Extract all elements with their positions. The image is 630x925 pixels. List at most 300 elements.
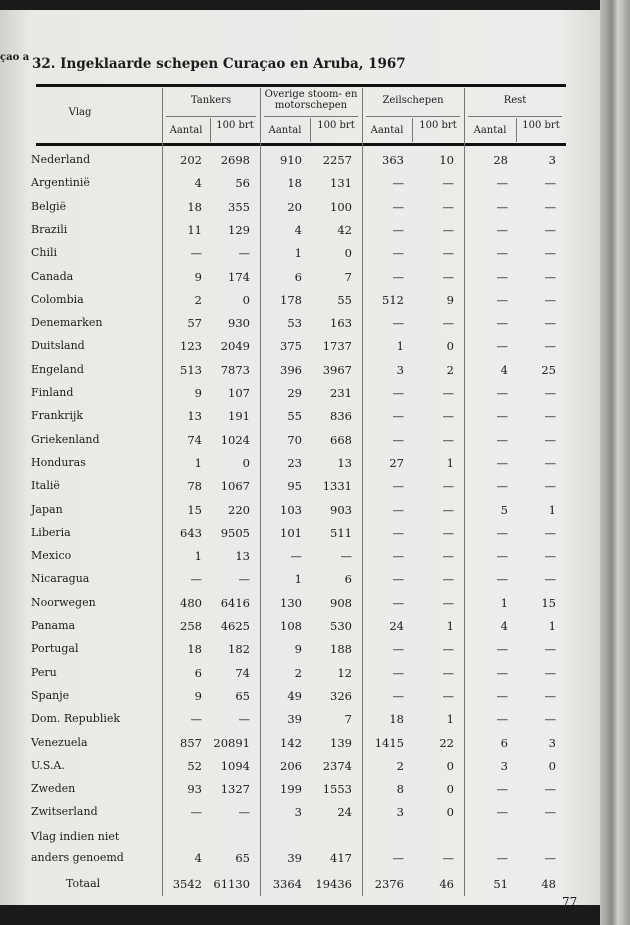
- cell-value: 0: [548, 758, 556, 773]
- cell-value: 3364: [272, 877, 302, 891]
- cell-value: —: [392, 851, 404, 865]
- cell-value: 2: [194, 292, 202, 307]
- cell-value: 1331: [322, 479, 352, 494]
- cell-value: —: [544, 246, 556, 261]
- header-sub-1: 100 brt: [216, 120, 254, 131]
- cell-value: 668: [330, 432, 352, 447]
- table-row: [0, 246, 600, 266]
- cell-value: 12: [337, 665, 352, 680]
- header-sub-2: Aantal: [268, 125, 302, 136]
- cell-value: 1: [194, 455, 202, 470]
- cell-value: —: [544, 222, 556, 237]
- group-underline: [366, 116, 460, 117]
- header-sub-4: Aantal: [370, 125, 404, 136]
- table-row: [0, 782, 600, 802]
- cell-value: —: [392, 665, 404, 680]
- header-sub-0: Aantal: [169, 125, 203, 136]
- cell-value: 3: [548, 735, 556, 750]
- cell-value: —: [496, 479, 508, 494]
- row-label-vlag: anders genoemd: [31, 851, 124, 864]
- cell-value: 78: [187, 479, 202, 494]
- cell-value: 51: [493, 877, 508, 891]
- cell-value: —: [496, 222, 508, 237]
- cell-value: —: [442, 409, 454, 424]
- table-row: [0, 153, 600, 173]
- table-row: [0, 200, 600, 220]
- cell-value: —: [544, 386, 556, 400]
- cell-value: 22: [439, 735, 454, 750]
- row-label-vlag: Vlag indien niet: [31, 830, 120, 843]
- cell-value: 131: [330, 176, 352, 191]
- header-sub-3: 100 brt: [317, 120, 355, 131]
- cell-value: 18: [187, 642, 202, 657]
- cell-value: 100: [330, 199, 352, 214]
- cell-value: 19436: [315, 877, 352, 891]
- header-group-3: Rest: [503, 95, 527, 106]
- cell-value: —: [392, 502, 404, 517]
- header-vlag: Vlag: [68, 107, 92, 118]
- cell-value: —: [544, 782, 556, 797]
- cell-value: 24: [337, 805, 352, 820]
- cell-value: 9: [446, 292, 454, 307]
- cell-value: —: [442, 316, 454, 331]
- cell-value: —: [392, 688, 404, 703]
- group-underline: [264, 116, 358, 117]
- column-divider: [162, 88, 163, 896]
- cell-value: 1415: [374, 735, 404, 750]
- cell-value: —: [496, 782, 508, 797]
- cell-value: —: [442, 222, 454, 237]
- row-label-vlag: Peru: [31, 665, 57, 679]
- cell-value: —: [442, 269, 454, 284]
- header-sub-5: 100 brt: [419, 120, 457, 131]
- row-label-vlag: Liberia: [31, 525, 71, 539]
- cell-value: —: [238, 246, 250, 261]
- table-row: [0, 549, 600, 569]
- table-row: [0, 503, 600, 523]
- cell-value: 396: [280, 362, 302, 377]
- sub-column-divider: [516, 118, 517, 142]
- cell-value: 7873: [220, 362, 250, 377]
- cell-value: —: [544, 409, 556, 424]
- cell-value: 4625: [220, 619, 250, 633]
- table-row: [0, 596, 600, 616]
- cell-value: —: [238, 805, 250, 820]
- cell-value: 3: [548, 153, 556, 167]
- cell-value: 18: [389, 712, 404, 727]
- cell-value: 4: [294, 222, 302, 237]
- cell-value: —: [496, 851, 508, 865]
- cell-value: —: [290, 549, 302, 564]
- cell-value: 15: [541, 595, 556, 610]
- cell-value: —: [442, 595, 454, 610]
- header-sub-6: Aantal: [473, 125, 507, 136]
- row-label-vlag: Argentinië: [31, 176, 90, 190]
- cell-value: —: [442, 479, 454, 494]
- cell-value: —: [392, 409, 404, 424]
- row-label-other-1: [0, 830, 600, 846]
- cell-value: —: [392, 199, 404, 214]
- cell-value: —: [392, 642, 404, 657]
- cell-value: 6: [344, 572, 352, 587]
- cell-value: 93: [187, 782, 202, 797]
- row-label-vlag: Japan: [31, 502, 63, 516]
- cell-value: —: [544, 688, 556, 703]
- cell-value: 74: [187, 432, 202, 447]
- cell-value: 39: [287, 712, 302, 727]
- cell-value: 5: [500, 502, 508, 517]
- cell-value: 326: [330, 688, 352, 703]
- table-row: [0, 386, 600, 406]
- cell-value: 11: [187, 222, 202, 237]
- cell-value: 3: [396, 362, 404, 377]
- cell-value: —: [496, 316, 508, 331]
- cell-value: —: [442, 246, 454, 261]
- cell-value: 2257: [322, 153, 352, 167]
- cell-value: 0: [446, 782, 454, 797]
- table-row: [0, 642, 600, 662]
- table-title: 32. Ingeklaarde schepen Curaçao en Aruba, 1967: [32, 56, 406, 72]
- cell-value: 0: [446, 805, 454, 820]
- cell-value: 643: [180, 525, 202, 540]
- cell-value: 20: [287, 199, 302, 214]
- cell-value: —: [442, 665, 454, 680]
- row-label-vlag: Engeland: [31, 362, 84, 376]
- table-row: [0, 293, 600, 313]
- cell-value: —: [496, 269, 508, 284]
- table-row: [0, 572, 600, 592]
- cell-value: 65: [235, 688, 250, 703]
- cell-value: 15: [187, 502, 202, 517]
- cell-value: 139: [330, 735, 352, 750]
- cell-value: —: [442, 549, 454, 564]
- sub-column-divider: [210, 118, 211, 142]
- cell-value: 2049: [220, 339, 250, 354]
- cell-value: 199: [280, 782, 302, 797]
- cell-value: —: [496, 455, 508, 470]
- table-row: [0, 479, 600, 499]
- cell-value: 2376: [374, 877, 404, 891]
- cell-value: —: [544, 455, 556, 470]
- cell-value: 231: [330, 386, 352, 400]
- cell-value: —: [392, 432, 404, 447]
- cell-value: —: [190, 712, 202, 727]
- cell-value: 908: [330, 595, 352, 610]
- header-group-2: Zeilschepen: [382, 95, 444, 106]
- cell-value: —: [496, 339, 508, 354]
- cell-value: —: [442, 688, 454, 703]
- cell-value: —: [544, 479, 556, 494]
- cell-value: 129: [228, 222, 250, 237]
- table-row: [0, 736, 600, 756]
- cell-value: 61130: [213, 877, 250, 891]
- cell-value: 1: [548, 619, 556, 633]
- cell-value: 836: [330, 409, 352, 424]
- cell-value: —: [442, 851, 454, 865]
- cell-value: 530: [330, 619, 352, 633]
- group-underline: [166, 116, 256, 117]
- row-label-vlag: Zwitserland: [31, 805, 98, 819]
- column-divider: [464, 88, 465, 896]
- cell-value: —: [190, 805, 202, 820]
- cell-value: —: [392, 479, 404, 494]
- cell-value: —: [442, 642, 454, 657]
- cell-value: 1: [446, 455, 454, 470]
- cell-value: 202: [180, 153, 202, 167]
- cell-value: —: [544, 572, 556, 587]
- cell-value: 857: [180, 735, 202, 750]
- cell-value: 1094: [220, 758, 250, 773]
- cell-value: —: [544, 199, 556, 214]
- table-row: [0, 712, 600, 732]
- row-label-vlag: Duitsland: [31, 339, 85, 353]
- cell-value: 55: [287, 409, 302, 424]
- cell-value: 1: [294, 572, 302, 587]
- table-row: [0, 409, 600, 429]
- cell-value: —: [544, 642, 556, 657]
- table-row-other: [0, 851, 600, 871]
- table-row: [0, 176, 600, 196]
- cell-value: 28: [493, 153, 508, 167]
- cell-value: 174: [228, 269, 250, 284]
- cell-value: 163: [330, 316, 352, 331]
- table-row: [0, 619, 600, 639]
- header-bottom-rule: [36, 143, 566, 146]
- cell-value: —: [496, 712, 508, 727]
- row-label-vlag: Italië: [31, 479, 60, 493]
- cell-value: 188: [330, 642, 352, 657]
- row-label-vlag: Panama: [31, 619, 76, 632]
- table-row: [0, 339, 600, 359]
- cell-value: 220: [228, 502, 250, 517]
- cell-value: 9: [194, 269, 202, 284]
- sub-column-divider: [412, 118, 413, 142]
- cell-value: 55: [337, 292, 352, 307]
- cell-value: 13: [187, 409, 202, 424]
- cell-value: —: [392, 176, 404, 191]
- cell-value: —: [392, 525, 404, 540]
- cell-value: 1: [446, 712, 454, 727]
- cell-value: 9: [194, 386, 202, 400]
- row-label-vlag: Griekenland: [31, 432, 100, 446]
- cell-value: 9: [294, 642, 302, 657]
- cell-value: —: [544, 665, 556, 680]
- cell-value: 13: [337, 455, 352, 470]
- row-label-vlag: Venezuela: [31, 735, 88, 749]
- cell-value: 3: [396, 805, 404, 820]
- cell-value: —: [496, 409, 508, 424]
- cell-value: 2: [446, 362, 454, 377]
- book-spine: [600, 0, 630, 925]
- cell-value: —: [544, 316, 556, 331]
- cell-value: 4: [194, 176, 202, 191]
- cell-value: —: [496, 525, 508, 540]
- row-label-vlag: Honduras: [31, 455, 86, 469]
- row-label-vlag: Nederland: [31, 153, 91, 166]
- cell-value: 95: [287, 479, 302, 494]
- sub-column-divider: [310, 118, 311, 142]
- cell-value: —: [442, 386, 454, 400]
- cell-value: —: [392, 595, 404, 610]
- cell-value: —: [392, 572, 404, 587]
- cell-value: —: [496, 688, 508, 703]
- cell-value: —: [544, 432, 556, 447]
- cell-value: —: [442, 432, 454, 447]
- cell-value: —: [392, 246, 404, 261]
- cell-value: 56: [235, 176, 250, 191]
- group-underline: [468, 116, 562, 117]
- cell-value: —: [442, 176, 454, 191]
- cell-value: —: [544, 339, 556, 354]
- cell-value: —: [392, 222, 404, 237]
- row-label-vlag: Mexico: [31, 549, 72, 563]
- cell-value: —: [190, 246, 202, 261]
- cell-value: 3542: [172, 877, 202, 891]
- table-row: [0, 689, 600, 709]
- cell-value: —: [392, 269, 404, 284]
- cell-value: 101: [280, 525, 302, 540]
- cell-value: 1: [548, 502, 556, 517]
- header-sub-7: 100 brt: [522, 120, 560, 131]
- row-label-vlag: Nicaragua: [31, 572, 90, 586]
- cell-value: —: [496, 386, 508, 400]
- cell-value: 1: [446, 619, 454, 633]
- cell-value: 1: [396, 339, 404, 354]
- cell-value: 7: [344, 712, 352, 727]
- cell-value: —: [238, 712, 250, 727]
- cell-value: 103: [280, 502, 302, 517]
- cell-value: —: [496, 199, 508, 214]
- cell-value: —: [496, 665, 508, 680]
- cell-value: 48: [541, 877, 556, 891]
- header-group-1: Overige stoom- en motorschepen: [264, 89, 358, 111]
- row-label-total: Totaal: [66, 877, 101, 890]
- cell-value: —: [544, 176, 556, 191]
- cell-value: —: [496, 642, 508, 657]
- cell-value: 355: [228, 199, 250, 214]
- header-group-0: Tankers: [190, 95, 232, 106]
- cell-value: —: [544, 292, 556, 307]
- cell-value: 18: [187, 199, 202, 214]
- cell-value: 107: [228, 386, 250, 400]
- cell-value: 513: [180, 362, 202, 377]
- row-label-vlag: Noorwegen: [31, 595, 96, 609]
- cell-value: 3: [294, 805, 302, 820]
- cell-value: 13: [235, 549, 250, 564]
- cell-value: 9: [194, 688, 202, 703]
- row-label-vlag: Denemarken: [31, 316, 103, 330]
- cell-value: 20891: [213, 735, 250, 750]
- cell-value: —: [496, 805, 508, 820]
- cell-value: 0: [242, 455, 250, 470]
- cell-value: 6: [500, 735, 508, 750]
- cell-value: 142: [280, 735, 302, 750]
- cell-value: —: [442, 502, 454, 517]
- cell-value: 3: [500, 758, 508, 773]
- cell-value: 18: [287, 176, 302, 191]
- cell-value: 123: [180, 339, 202, 354]
- cell-value: 4: [500, 619, 508, 633]
- column-divider: [260, 88, 261, 896]
- row-label-vlag: Colombia: [31, 292, 84, 306]
- cell-value: —: [496, 176, 508, 191]
- cell-value: 903: [330, 502, 352, 517]
- cell-value: —: [496, 246, 508, 261]
- cell-value: 27: [389, 455, 404, 470]
- cell-value: —: [544, 525, 556, 540]
- cell-value: —: [496, 292, 508, 307]
- cell-value: 1024: [220, 432, 250, 447]
- row-label-vlag: Portugal: [31, 642, 79, 656]
- row-label-vlag: Canada: [31, 269, 74, 283]
- cell-value: 910: [280, 153, 302, 167]
- cell-value: 1737: [322, 339, 352, 354]
- table-row: [0, 363, 600, 383]
- cell-value: —: [496, 432, 508, 447]
- row-label-vlag: Chili: [31, 246, 58, 260]
- page-number: 77: [562, 895, 578, 909]
- cell-value: 10: [439, 153, 454, 167]
- cell-value: 206: [280, 758, 302, 773]
- cell-value: 375: [280, 339, 302, 354]
- cell-value: —: [392, 386, 404, 400]
- cell-value: —: [544, 805, 556, 820]
- cell-value: 0: [344, 246, 352, 261]
- cell-value: 53: [287, 316, 302, 331]
- cell-value: 29: [287, 386, 302, 400]
- cell-value: —: [442, 525, 454, 540]
- cell-value: —: [190, 572, 202, 587]
- cell-value: 0: [242, 292, 250, 307]
- cell-value: —: [496, 549, 508, 564]
- cell-value: 1: [194, 549, 202, 564]
- table-row: [0, 805, 600, 825]
- cell-value: 178: [280, 292, 302, 307]
- cell-value: 46: [439, 877, 454, 891]
- table-row: [0, 433, 600, 453]
- cell-value: 3967: [322, 362, 352, 377]
- cell-value: 25: [541, 362, 556, 377]
- cell-value: —: [496, 572, 508, 587]
- cell-value: 930: [228, 316, 250, 331]
- cell-value: 1: [294, 246, 302, 261]
- cell-value: 4: [194, 851, 202, 865]
- cell-value: 130: [280, 595, 302, 610]
- column-divider: [362, 88, 363, 896]
- cell-value: 1067: [220, 479, 250, 494]
- cell-value: 57: [187, 316, 202, 331]
- cell-value: 4: [500, 362, 508, 377]
- cell-value: 49: [287, 688, 302, 703]
- cell-value: 9505: [220, 525, 250, 540]
- table-row: [0, 270, 600, 290]
- row-label-vlag: Finland: [31, 386, 74, 399]
- cell-value: 42: [337, 222, 352, 237]
- cell-value: 511: [330, 525, 352, 540]
- row-label-vlag: Spanje: [31, 688, 70, 702]
- cell-value: 6: [194, 665, 202, 680]
- cell-value: —: [544, 269, 556, 284]
- cell-value: 23: [287, 455, 302, 470]
- cell-value: —: [544, 851, 556, 865]
- cell-value: 1327: [220, 782, 250, 797]
- cell-value: 6416: [220, 595, 250, 610]
- cell-value: 108: [280, 619, 302, 633]
- cell-value: —: [340, 549, 352, 564]
- row-label-vlag: U.S.A.: [31, 758, 65, 772]
- table-row: [0, 316, 600, 336]
- previous-page-fragment: çao a: [0, 52, 30, 63]
